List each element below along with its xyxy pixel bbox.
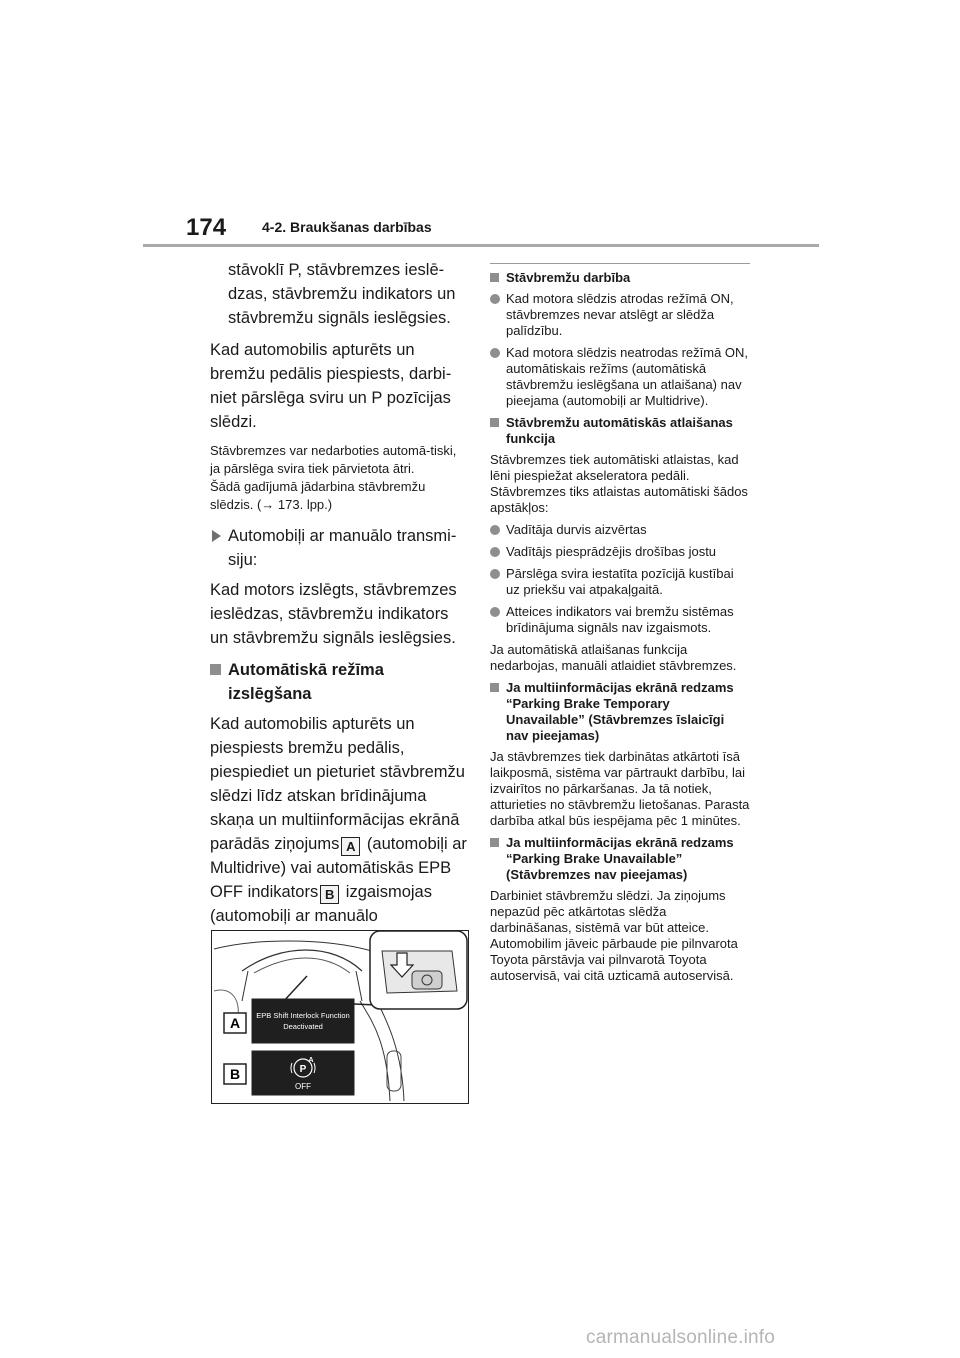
square-bullet-icon <box>490 683 499 692</box>
heading-auto-release <box>490 415 750 447</box>
column-top-rule <box>490 263 750 264</box>
badge-b: B <box>320 885 339 904</box>
paragraph-auto-release: Stāvbremzes tiek automātiski atlaistas, kad lēni piespiežat akseleratora pedāli. Stāvbremzes tiks atlaistas automātiski šādos apstākļos: <box>490 452 748 515</box>
paragraph-shift-lever: Kad automobilis apturēts un bremžu pedālis piespiests, darbi-niet pārslēga sviru un P pozīcijas slēdzi. <box>210 341 452 431</box>
header-divider <box>143 244 819 247</box>
heading-unavailable <box>490 835 750 883</box>
paragraph-manual-release: Ja automātiskā atlaišanas funkcija nedarbojas, manuāli atlaidiet stāvbremzes. <box>490 642 737 673</box>
parking-brake-illustration <box>211 930 469 1104</box>
triangle-bullet-icon <box>212 530 221 542</box>
square-bullet-icon <box>210 664 221 675</box>
note-line-a: Stāvbremzes var nedarboties automā-tiski, ja pārslēga svira tiek pārvietota ātri. <box>210 443 457 476</box>
dot-bullet-icon <box>490 607 500 617</box>
manual-transmission-item <box>210 524 468 572</box>
list-item <box>490 522 750 538</box>
heading-brake-operation <box>490 270 750 286</box>
paragraph-continuation: stāvoklī P, stāvbremzes ieslē-dzas, stāvbremžu indikators un stāvbremžu signāls ieslēgsies. <box>228 261 456 327</box>
left-column <box>210 258 468 960</box>
label-a-text: A <box>229 1015 241 1031</box>
heading-label: Ja multiinformācijas ekrānā redzams “Parking Brake Temporary Unavailable” (Stāvbremzes īslaicīgi nav pieejamas) <box>506 680 734 743</box>
square-bullet-icon <box>490 838 499 847</box>
list-item-text: Vadītāja durvis aizvērtas <box>506 522 647 537</box>
dot-bullet-icon <box>490 525 500 535</box>
heading-label: Stāvbremžu automātiskās atlaišanas funkcija <box>506 415 733 446</box>
watermark: carmanualsonline.info <box>586 1327 776 1348</box>
badge-a: A <box>341 837 360 856</box>
square-bullet-icon <box>490 418 499 427</box>
list-item <box>490 604 750 636</box>
list-item <box>490 544 750 560</box>
text-part-2: (automobiļi ar Multidrive) vai automātiskās EPB OFF indikators <box>210 835 467 901</box>
text-part-1: Kad automobilis apturēts un piespiests bremžu pedālis, piespiediet un pieturiet stāvbremžu slēdzi līdz atskan brīdinājuma skaņa un multiinformācijas ekrānā parādās ziņojums <box>210 715 465 853</box>
list-item-text: Vadītājs piesprādzējis drošības jostu <box>506 544 717 559</box>
list-item <box>490 345 750 409</box>
heading-label: Ja multiinformācijas ekrānā redzams “Parking Brake Unavailable” (Stāvbremzes nav pieejamas) <box>506 835 734 882</box>
list-item-text: Atteices indikators vai bremžu sistēmas brīdinājuma signāls nav izgaismots. <box>506 604 734 635</box>
paragraph-engine-off: Kad motors izslēgts, stāvbremzes ieslēdzas, stāvbremžu indikators un stāvbremžu signāls ieslēgsies. <box>210 581 457 647</box>
note <box>210 442 468 514</box>
list-item <box>490 566 750 598</box>
page-number: 174 <box>186 214 227 241</box>
note-line-b: Šādā gadījumā jādarbina stāvbremžu slēdzis. (→ 173. lpp.) <box>210 479 426 512</box>
heading-auto-mode-off <box>210 658 468 706</box>
list-item-text: Pārslēga svira iestatīta pozīcijā kustībai uz priekšu vai atpakaļgaitā. <box>506 566 734 597</box>
heading-temporary-unavailable <box>490 680 750 744</box>
paragraph-unavailable: Darbiniet stāvbremžu slēdzi. Ja ziņojums nepazūd pēc atkārtotas slēdža darbināšanas, sistēmā var būt atteice. Automobilim jāveic pārbaude pie pilnvarota Toyota pārstāvja vai pilnvarotā Toyota autoservisā, vai citā uzticamā autoservisā. <box>490 888 738 983</box>
section-title: 4-2. Braukšanas darbības <box>262 219 432 235</box>
square-bullet-icon <box>490 273 499 282</box>
list-item-text: Kad motora slēdzis neatrodas režīmā ON, automātiskais režīms (automātiskā stāvbremžu ieslēgšana un atlaišana) nav pieejama (automobiļi ar Multidrive). <box>506 345 749 408</box>
message-line-2: Deactivated <box>283 1022 323 1031</box>
paragraph-auto-mode-off <box>210 712 468 952</box>
svg-text:P: P <box>299 1064 307 1075</box>
label-b-text: B <box>229 1066 241 1082</box>
message-line-1: EPB Shift Interlock Function <box>256 1011 350 1020</box>
manual-transmission-label: Automobiļi ar manuālo transmi-siju: <box>228 527 457 569</box>
dashboard-drawing <box>212 931 468 1103</box>
dot-bullet-icon <box>490 294 500 304</box>
indicator-off-text: OFF <box>295 1082 311 1091</box>
paragraph-temporary-unavailable: Ja stāvbremzes tiek darbinātas atkārtoti īsā laikposmā, sistēma var pārtraukt darbību, lai izvairītos no pārkaršanas. Ja tā notiek, atturieties no stāvbremžu lietošanas. Parasta darbība atkal būs iespējama pēc 1 minūtes. <box>490 749 750 828</box>
dot-bullet-icon <box>490 348 500 358</box>
indicator-a-letter: A <box>308 1057 314 1064</box>
dot-bullet-icon <box>490 547 500 557</box>
dot-bullet-icon <box>490 569 500 579</box>
heading-label: Automātiskā režīma izslēgšana <box>228 661 384 703</box>
heading-label: Stāvbremžu darbība <box>506 270 631 285</box>
right-column <box>490 263 750 990</box>
list-item-text: Kad motora slēdzis atrodas režīmā ON, stāvbremzes nevar atslēgt ar slēdža palīdzību. <box>506 291 734 338</box>
text-part-3: izgaismojas (automobiļi ar manuālo <box>210 883 432 925</box>
list-item <box>490 291 750 339</box>
